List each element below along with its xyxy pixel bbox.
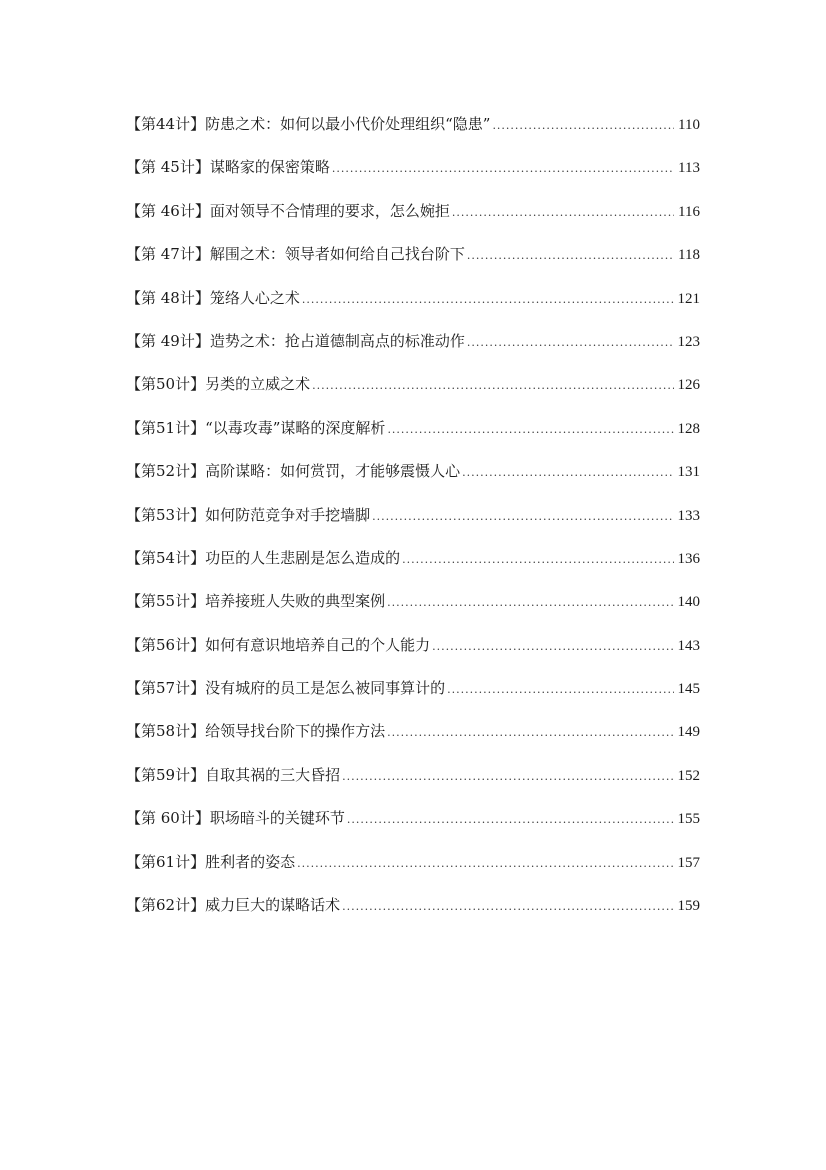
toc-entry-page-number: 140 xyxy=(677,594,700,611)
dot-leader xyxy=(432,637,674,657)
toc-entry-label: 【第 45计】 xyxy=(126,158,210,177)
toc-entry-60[interactable] xyxy=(126,808,700,851)
toc-entry-title: “以毒攻毒”谋略的深度解析 xyxy=(205,418,386,437)
toc-entry-label: 【第51计】 xyxy=(126,418,206,437)
toc-entry-page-number: 149 xyxy=(677,724,700,741)
dot-leader xyxy=(342,767,674,787)
toc-entry-page-number: 110 xyxy=(678,117,700,133)
toc-entry-page-number: 116 xyxy=(678,203,700,220)
dot-leader xyxy=(332,159,674,179)
toc-entry-label: 【第58计】 xyxy=(126,722,206,741)
toc-entry-label: 【第44计】 xyxy=(126,115,206,133)
dot-leader xyxy=(387,723,674,743)
toc-entry-55[interactable] xyxy=(126,591,700,634)
toc-entry-title: 防患之术：如何以最小代价处理组织“隐患” xyxy=(205,115,491,133)
toc-entry-label: 【第50计】 xyxy=(126,375,206,394)
toc-entry-title: 自取其祸的三大昏招 xyxy=(205,765,341,784)
toc-entry-50[interactable] xyxy=(126,374,700,417)
toc-entry-53[interactable] xyxy=(126,505,700,548)
toc-entry-label: 【第 47计】 xyxy=(126,245,210,264)
toc-entry-title: 面对领导不合情理的要求，怎么婉拒 xyxy=(209,201,450,220)
dot-leader xyxy=(302,290,674,310)
toc-entry-59[interactable] xyxy=(126,765,700,808)
toc-entry-page-number: 133 xyxy=(677,507,700,524)
toc-entry-label: 【第62计】 xyxy=(126,896,206,915)
dot-leader xyxy=(462,463,674,483)
toc-entry-label: 【第59计】 xyxy=(126,765,206,784)
toc-entry-page-number: 143 xyxy=(677,637,700,654)
toc-entry-62[interactable] xyxy=(126,895,700,938)
toc-entry-page-number: 131 xyxy=(677,464,700,481)
dot-leader xyxy=(347,810,674,830)
toc-entry-title: 谋略家的保密策略 xyxy=(209,158,330,177)
toc-entry-page-number: 123 xyxy=(677,333,700,350)
toc-entry-label: 【第55计】 xyxy=(126,592,206,611)
dot-leader xyxy=(467,333,674,353)
toc-entry-page-number: 128 xyxy=(677,420,700,437)
toc-entry-label: 【第 49计】 xyxy=(126,331,210,350)
toc-entry-title: 另类的立威之术 xyxy=(205,375,311,394)
toc-entry-title: 功臣的人生悲剧是怎么造成的 xyxy=(205,548,401,567)
toc-entry-54[interactable] xyxy=(126,548,700,591)
dot-leader xyxy=(467,246,674,266)
toc-entry-title: 高阶谋略：如何赏罚，才能够震慑人心 xyxy=(205,462,461,481)
toc-entry-page-number: 157 xyxy=(677,854,700,871)
toc-entry-page-number: 118 xyxy=(678,247,700,264)
toc-entry-51[interactable] xyxy=(126,418,700,461)
toc-entry-page-number: 152 xyxy=(677,767,700,784)
toc-entry-49[interactable] xyxy=(126,331,700,374)
toc-entry-56[interactable] xyxy=(126,635,700,678)
toc-entry-title: 培养接班人失败的典型案例 xyxy=(205,592,386,611)
toc-entry-page-number: 145 xyxy=(677,681,700,698)
toc-entry-label: 【第53计】 xyxy=(126,505,206,524)
toc-entry-title: 给领导找台阶下的操作方法 xyxy=(205,722,386,741)
toc-entry-61[interactable] xyxy=(126,852,700,895)
dot-leader xyxy=(297,854,674,874)
toc-entry-title: 如何有意识地培养自己的个人能力 xyxy=(205,635,431,654)
toc-entry-52[interactable] xyxy=(126,461,700,504)
toc-entry-label: 【第 48计】 xyxy=(126,288,210,307)
toc-entry-45[interactable] xyxy=(126,157,700,200)
toc-entry-page-number: 159 xyxy=(677,898,700,915)
toc-entry-48[interactable] xyxy=(126,288,700,331)
toc-entry-label: 【第 46计】 xyxy=(126,201,210,220)
toc-entry-title: 解围之术：领导者如何给自己找台阶下 xyxy=(209,245,465,264)
toc-entry-label: 【第52计】 xyxy=(126,462,206,481)
toc-entry-page-number: 121 xyxy=(677,290,700,307)
toc-entry-46[interactable] xyxy=(126,201,700,244)
toc-entry-page-number: 155 xyxy=(677,811,700,828)
dot-leader xyxy=(447,680,674,700)
dot-leader xyxy=(342,897,674,917)
dot-leader xyxy=(387,593,674,613)
toc-entry-title: 没有城府的员工是怎么被同事算计的 xyxy=(205,679,446,698)
toc-entry-page-number: 113 xyxy=(678,160,700,177)
toc-entry-page-number: 136 xyxy=(677,550,700,567)
toc-entry-label: 【第54计】 xyxy=(126,548,206,567)
toc-entry-title: 职场暗斗的关键环节 xyxy=(209,809,345,828)
dot-leader xyxy=(312,376,674,396)
dot-leader xyxy=(372,507,674,527)
toc-entry-title: 造势之术：抢占道德制高点的标准动作 xyxy=(209,331,465,350)
toc-entry-page-number: 126 xyxy=(677,377,700,394)
toc-entry-58[interactable] xyxy=(126,721,700,764)
toc-entry-title: 胜利者的姿态 xyxy=(205,852,296,871)
toc-entry-44[interactable] xyxy=(126,114,700,157)
dot-leader xyxy=(492,116,674,136)
toc-entry-label: 【第 60计】 xyxy=(126,809,210,828)
toc-entry-label: 【第56计】 xyxy=(126,635,206,654)
toc-entry-label: 【第61计】 xyxy=(126,852,206,871)
toc-entry-title: 威力巨大的谋略话术 xyxy=(205,896,341,915)
dot-leader xyxy=(452,203,674,223)
toc-entry-47[interactable] xyxy=(126,244,700,287)
toc-entry-title: 如何防范竞争对手挖墙脚 xyxy=(205,505,371,524)
dot-leader xyxy=(387,420,674,440)
toc-entry-label: 【第57计】 xyxy=(126,679,206,698)
table-of-contents xyxy=(126,114,700,938)
toc-entry-title: 笼络人心之术 xyxy=(209,288,300,307)
dot-leader xyxy=(402,550,674,570)
toc-entry-57[interactable] xyxy=(126,678,700,721)
